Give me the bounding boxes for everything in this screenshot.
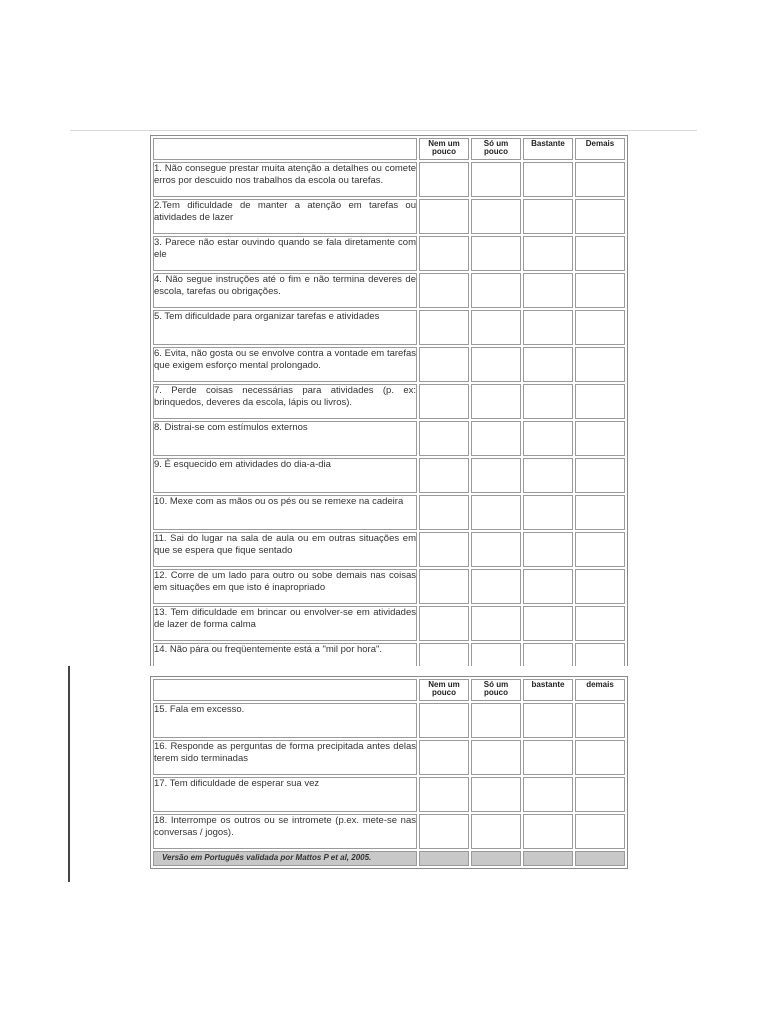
question-text: 3. Parece não estar ouvindo quando se fala diretamente com ele — [153, 236, 417, 271]
answer-checkbox[interactable] — [471, 703, 521, 738]
question-text: 13. Tem dificuldade em brincar ou envolver-se em atividades de lazer de forma calma — [153, 606, 417, 641]
answer-checkbox[interactable] — [419, 606, 469, 641]
header-corner — [153, 138, 417, 160]
answer-checkbox[interactable] — [471, 495, 521, 530]
answer-checkbox[interactable] — [471, 162, 521, 197]
question-text: 16. Responde as perguntas de forma precipitada antes delas terem sido terminadas — [153, 740, 417, 775]
header-col-2: Só um pouco — [471, 138, 521, 160]
answer-checkbox[interactable] — [419, 347, 469, 382]
question-row — [153, 814, 625, 849]
answer-checkbox[interactable] — [419, 458, 469, 493]
answer-checkbox[interactable] — [523, 569, 573, 604]
question-text: 10. Mexe com as mãos ou os pés ou se remexe na cadeira — [153, 495, 417, 530]
answer-checkbox[interactable] — [419, 421, 469, 456]
question-row — [153, 569, 625, 604]
footer-box — [523, 851, 573, 866]
question-text: 12. Corre de um lado para outro ou sobe demais nas coisas em situações em que isto é inapropriado — [153, 569, 417, 604]
answer-checkbox[interactable] — [419, 569, 469, 604]
answer-checkbox[interactable] — [575, 569, 625, 604]
answer-checkbox[interactable] — [471, 740, 521, 775]
answer-checkbox[interactable] — [471, 421, 521, 456]
header-col-2: Só um pouco — [471, 679, 521, 701]
answer-checkbox[interactable] — [419, 495, 469, 530]
question-text: 11. Sai do lugar na sala de aula ou em outras situações em que se espera que fique sentado — [153, 532, 417, 567]
header-row — [153, 138, 625, 160]
question-row — [153, 162, 625, 197]
question-row — [153, 199, 625, 234]
answer-checkbox[interactable] — [419, 777, 469, 812]
answer-checkbox[interactable] — [523, 310, 573, 345]
answer-checkbox[interactable] — [575, 199, 625, 234]
answer-checkbox[interactable] — [523, 384, 573, 419]
answer-checkbox[interactable] — [575, 273, 625, 308]
header-col-4: demais — [575, 679, 625, 701]
answer-checkbox[interactable] — [523, 606, 573, 641]
answer-checkbox[interactable] — [471, 310, 521, 345]
question-row — [153, 777, 625, 812]
question-text: 6. Evita, não gosta ou se envolve contra a vontade em tarefas que exigem esforço mental prolongado. — [153, 347, 417, 382]
answer-checkbox[interactable] — [523, 458, 573, 493]
question-text: 17. Tem dificuldade de esperar sua vez — [153, 777, 417, 812]
answer-checkbox[interactable] — [575, 495, 625, 530]
footer-box — [575, 851, 625, 866]
question-text: 18. Interrompe os outros ou se intromete (p.ex. mete-se nas conversas / jogos). — [153, 814, 417, 849]
answer-checkbox[interactable] — [419, 384, 469, 419]
answer-checkbox[interactable] — [523, 421, 573, 456]
answer-checkbox[interactable] — [471, 273, 521, 308]
questionnaire-table-2 — [150, 676, 628, 869]
question-text: 15. Fala em excesso. — [153, 703, 417, 738]
answer-checkbox[interactable] — [523, 236, 573, 271]
answer-checkbox[interactable] — [419, 162, 469, 197]
question-row — [153, 273, 625, 308]
footer-row — [153, 851, 625, 866]
answer-checkbox[interactable] — [575, 740, 625, 775]
answer-checkbox[interactable] — [575, 532, 625, 567]
question-row — [153, 740, 625, 775]
answer-checkbox[interactable] — [523, 273, 573, 308]
answer-checkbox[interactable] — [419, 703, 469, 738]
question-row — [153, 495, 625, 530]
answer-checkbox[interactable] — [419, 273, 469, 308]
answer-checkbox[interactable] — [471, 777, 521, 812]
answer-checkbox[interactable] — [419, 740, 469, 775]
validation-note: Versão em Português validada por Mattos P et al, 2005. — [153, 851, 417, 866]
answer-checkbox[interactable] — [471, 384, 521, 419]
question-text: 7. Perde coisas necessárias para atividades (p. ex: brinquedos, deveres da escola, lápis ou livros). — [153, 384, 417, 419]
question-text: 4. Não segue instruções até o fim e não termina deveres de escola, tarefas ou obrigações. — [153, 273, 417, 308]
question-text: 8. Distrai-se com estímulos externos — [153, 421, 417, 456]
answer-checkbox[interactable] — [523, 740, 573, 775]
answer-checkbox[interactable] — [575, 814, 625, 849]
answer-checkbox[interactable] — [419, 814, 469, 849]
question-text: 2.Tem dificuldade de manter a atenção em tarefas ou atividades de lazer — [153, 199, 417, 234]
page-break-gap — [150, 666, 632, 676]
answer-checkbox[interactable] — [523, 495, 573, 530]
question-text: 9. É esquecido em atividades do dia-a-dia — [153, 458, 417, 493]
answer-checkbox[interactable] — [575, 421, 625, 456]
question-text: 14. Não pára ou freqüentemente está a "mil por hora". — [153, 643, 417, 678]
answer-checkbox[interactable] — [575, 458, 625, 493]
question-row — [153, 236, 625, 271]
header-col-4: Demais — [575, 138, 625, 160]
answer-checkbox[interactable] — [575, 606, 625, 641]
answer-checkbox[interactable] — [471, 458, 521, 493]
horizontal-rule — [70, 130, 697, 131]
question-text: 1. Não consegue prestar muita atenção a detalhes ou comete erros por descuido nos trabalhos da escola ou tarefas. — [153, 162, 417, 197]
answer-checkbox[interactable] — [575, 310, 625, 345]
answer-checkbox[interactable] — [523, 199, 573, 234]
answer-checkbox[interactable] — [523, 777, 573, 812]
left-margin-bar — [68, 666, 70, 882]
answer-checkbox[interactable] — [523, 347, 573, 382]
question-row — [153, 458, 625, 493]
answer-checkbox[interactable] — [575, 703, 625, 738]
answer-checkbox[interactable] — [523, 814, 573, 849]
header-col-1: Nem um pouco — [419, 679, 469, 701]
question-row — [153, 606, 625, 641]
header-col-3: bastante — [523, 679, 573, 701]
answer-checkbox[interactable] — [523, 162, 573, 197]
answer-checkbox[interactable] — [471, 532, 521, 567]
answer-checkbox[interactable] — [419, 532, 469, 567]
answer-checkbox[interactable] — [471, 606, 521, 641]
answer-checkbox[interactable] — [575, 384, 625, 419]
answer-checkbox[interactable] — [419, 199, 469, 234]
answer-checkbox[interactable] — [575, 777, 625, 812]
header-row — [153, 679, 625, 701]
question-row — [153, 703, 625, 738]
answer-checkbox[interactable] — [419, 236, 469, 271]
questionnaire-table-1 — [150, 135, 628, 681]
header-col-3: Bastante — [523, 138, 573, 160]
header-corner — [153, 679, 417, 701]
question-row — [153, 532, 625, 567]
footer-box — [471, 851, 521, 866]
answer-checkbox[interactable] — [523, 703, 573, 738]
answer-checkbox[interactable] — [575, 347, 625, 382]
answer-checkbox[interactable] — [471, 347, 521, 382]
answer-checkbox[interactable] — [575, 162, 625, 197]
question-row — [153, 347, 625, 382]
answer-checkbox[interactable] — [471, 569, 521, 604]
question-row — [153, 421, 625, 456]
header-col-1: Nem um pouco — [419, 138, 469, 160]
answer-checkbox[interactable] — [575, 236, 625, 271]
question-row — [153, 310, 625, 345]
question-text: 5. Tem dificuldade para organizar tarefas e atividades — [153, 310, 417, 345]
answer-checkbox[interactable] — [471, 814, 521, 849]
answer-checkbox[interactable] — [471, 199, 521, 234]
answer-checkbox[interactable] — [471, 236, 521, 271]
question-row — [153, 384, 625, 419]
footer-box — [419, 851, 469, 866]
answer-checkbox[interactable] — [523, 532, 573, 567]
answer-checkbox[interactable] — [419, 310, 469, 345]
